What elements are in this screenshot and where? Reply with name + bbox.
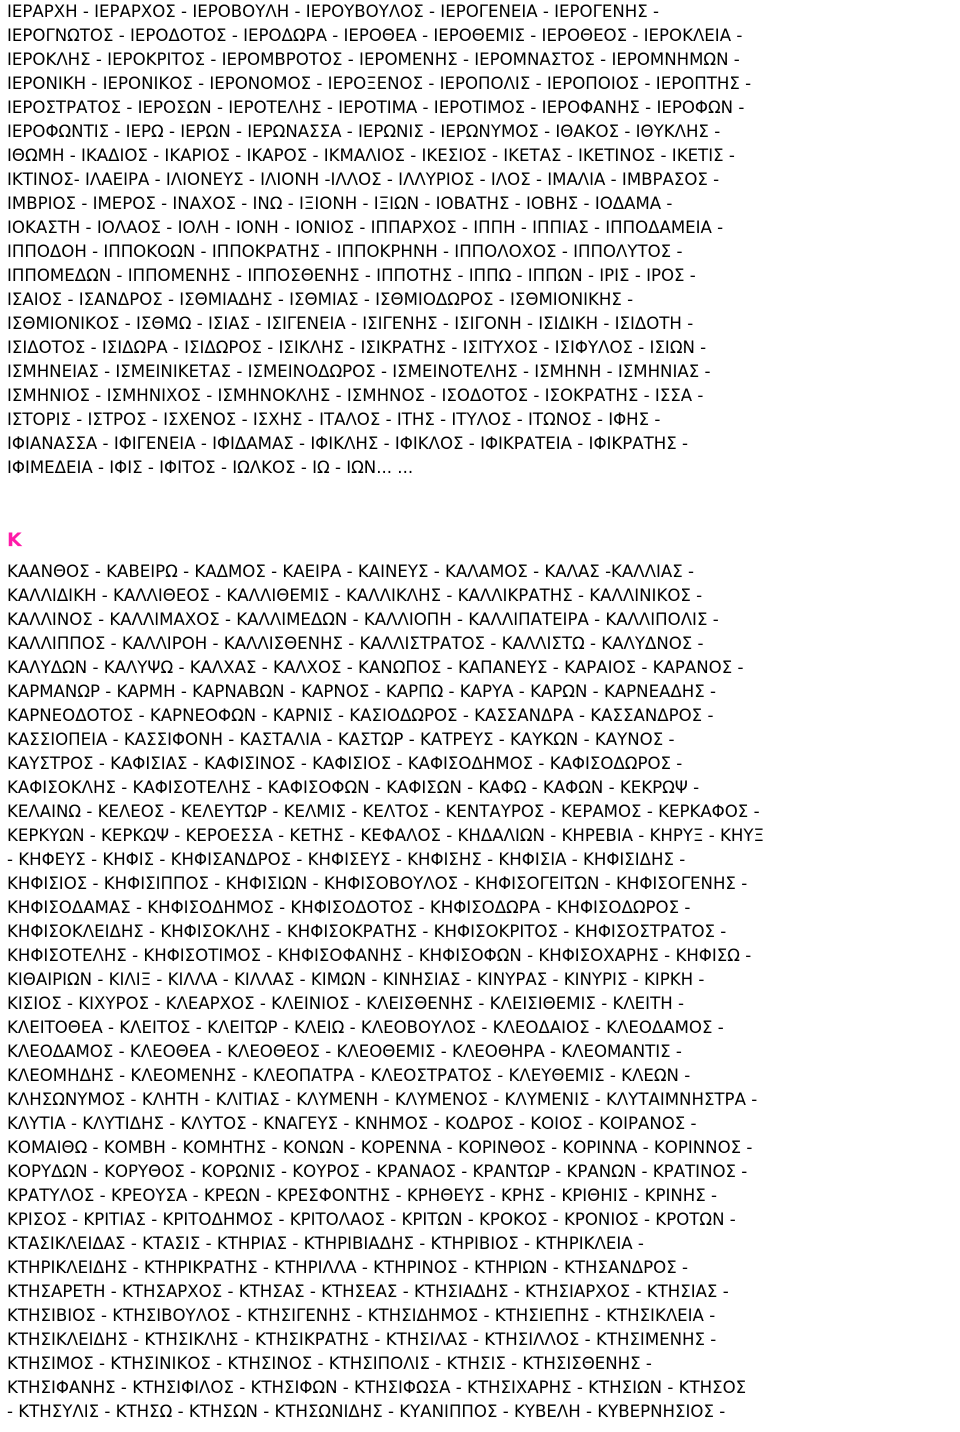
list-line: ΚΑΡΝΕΟΔΟΤΟΣ - ΚΑΡΝΕΟΦΩΝ - ΚΑΡΝΙΣ - ΚΑΣΙΟΔΩΡΟΣ - ΚΑΣΣΑΝΔΡΑ - ΚΑΣΣΑΝΔΡΟΣ - [7,706,714,725]
list-line: ΚΟΡΥΔΩΝ - ΚΟΡΥΘΟΣ - ΚΟΡΩΝΙΣ - ΚΟΥΡΟΣ - ΚΡΑΝΑΟΣ - ΚΡΑΝΤΩΡ - ΚΡΑΝΩΝ - ΚΡΑΤΙΝΟΣ - [7,1162,748,1181]
list-line: ΚΡΑΤΥΛΟΣ - ΚΡΕΟΥΣΑ - ΚΡΕΩΝ - ΚΡΕΣΦΟΝΤΗΣ - ΚΡΗΘΕΥΣ - ΚΡΗΣ - ΚΡΙΘΗΙΣ - ΚΡΙΝΗΣ - [7,1186,718,1205]
list-line: ΙΦΙΑΝΑΣΣΑ - ΙΦΙΓΕΝΕΙΑ - ΙΦΙΔΑΜΑΣ - ΙΦΙΚΛΗΣ - ΙΦΙΚΛΟΣ - ΙΦΙΚΡΑΤΕΙΑ - ΙΦΙΚΡΑΤΗΣ - [7,434,689,453]
list-line: ΙΜΒΡΙΟΣ - ΙΜΕΡΟΣ - ΙΝΑΧΟΣ - ΙΝΩ - ΙΞΙΟΝΗ - ΙΞΙΩΝ - ΙΟΒΑΤΗΣ - ΙΟΒΗΣ - ΙΟΔΑΜΑ - [7,194,673,213]
list-line: ΙΚΤΙΝΟΣ- ΙΛΑΕΙΡΑ - ΙΛΙΟΝΕΥΣ - ΙΛΙΟΝΗ -ΙΛΛΟΣ - ΙΛΛΥΡΙΟΣ - ΙΛΟΣ - ΙΜΑΛΙΑ - ΙΜΒΡΑΣΟΣ - [7,170,720,189]
list-line: ΚΑΥΣΤΡΟΣ - ΚΑΦΙΣΙΑΣ - ΚΑΦΙΣΙΝΟΣ - ΚΑΦΙΣΙΟΣ - ΚΑΦΙΣΟΔΗΜΟΣ - ΚΑΦΙΣΟΔΩΡΟΣ - [7,754,683,773]
list-line: ΚΗΦΙΣΟΔΑΜΑΣ - ΚΗΦΙΣΟΔΗΜΟΣ - ΚΗΦΙΣΟΔΟΤΟΣ - ΚΗΦΙΣΟΔΩΡΑ - ΚΗΦΙΣΟΔΩΡΟΣ - [7,898,691,917]
list-line: ΚΛΕΟΔΑΜΟΣ - ΚΛΕΟΘΕΑ - ΚΛΕΟΘΕΟΣ - ΚΛΕΟΘΕΜΙΣ - ΚΛΕΟΘΗΡΑ - ΚΛΕΟΜΑΝΤΙΣ - [7,1042,682,1061]
list-line: ΙΕΡΟΝΙΚΗ - ΙΕΡΟΝΙΚΟΣ - ΙΕΡΟΝΟΜΟΣ - ΙΕΡΟΞΕΝΟΣ - ΙΕΡΟΠΟΛΙΣ - ΙΕΡΟΠΟΙΟΣ - ΙΕΡΟΠΤΗΣ - [7,74,752,93]
list-line: ΙΕΡΟΚΛΗΣ - ΙΕΡΟΚΡΙΤΟΣ - ΙΕΡΟΜΒΡΟΤΟΣ - ΙΕΡΟΜΕΝΗΣ - ΙΕΡΟΜΝΑΣΤΟΣ - ΙΕΡΟΜΝΗΜΩΝ - [7,50,740,69]
list-line: ΚΑΛΛΙΝΟΣ - ΚΑΛΛΙΜΑΧΟΣ - ΚΑΛΛΙΜΕΔΩΝ - ΚΑΛΛΙΟΠΗ - ΚΑΛΛΙΠΑΤΕΙΡΑ - ΚΑΛΛΙΠΟΛΙΣ - [7,610,719,629]
list-line: ΚΑΛΛΙΠΠΟΣ - ΚΑΛΛΙΡΟΗ - ΚΑΛΛΙΣΘΕΝΗΣ - ΚΑΛΛΙΣΤΡΑΤΟΣ - ΚΑΛΛΙΣΤΩ - ΚΑΛΥΔΝΟΣ - [7,634,704,653]
list-line: ΙΣΙΔΟΤΟΣ - ΙΣΙΔΩΡΑ - ΙΣΙΔΩΡΟΣ - ΙΣΙΚΛΗΣ - ΙΣΙΚΡΑΤΗΣ - ΙΣΙΤΥΧΟΣ - ΙΣΙΦΥΛΟΣ - ΙΣΙΩΝ - [7,338,707,357]
list-line: ΚΤΗΣΙΚΛΕΙΔΗΣ - ΚΤΗΣΙΚΛΗΣ - ΚΤΗΣΙΚΡΑΤΗΣ - ΚΤΗΣΙΛΑΣ - ΚΤΗΣΙΛΛΟΣ - ΚΤΗΣΙΜΕΝΗΣ - [7,1330,717,1349]
list-line: ΙΘΩΜΗ - ΙΚΑΔΙΟΣ - ΙΚΑΡΙΟΣ - ΙΚΑΡΟΣ - ΙΚΜΑΛΙΟΣ - ΙΚΕΣΙΟΣ - ΙΚΕΤΑΣ - ΙΚΕΤΙΝΟΣ - ΙΚΕΤΙΣ - [7,146,735,165]
list-line: ΙΕΡΑΡΧΗ - ΙΕΡΑΡΧΟΣ - ΙΕΡΟΒΟΥΛΗ - ΙΕΡΟΥΒΟΥΛΟΣ - ΙΕΡΟΓΕΝΕΙΑ - ΙΕΡΟΓΕΝΗΣ - [7,2,659,21]
section-heading-kappa: Κ [7,529,22,551]
list-line: ΙΕΡΟΦΩΝΤΙΣ - ΙΕΡΩ - ΙΕΡΩΝ - ΙΕΡΩΝΑΣΣΑ - ΙΕΡΩΝΙΣ - ΙΕΡΩΝΥΜΟΣ - ΙΘΑΚΟΣ - ΙΘΥΚΛΗΣ - [7,122,721,141]
list-line: ΙΠΠΟΜΕΔΩΝ - ΙΠΠΟΜΕΝΗΣ - ΙΠΠΟΣΘΕΝΗΣ - ΙΠΠΟΤΗΣ - ΙΠΠΩ - ΙΠΠΩΝ - ΙΡΙΣ - ΙΡΟΣ - [7,266,696,285]
list-line: ΙΠΠΟΔΟΗ - ΙΠΠΟΚΟΩΝ - ΙΠΠΟΚΡΑΤΗΣ - ΙΠΠΟΚΡΗΝΗ - ΙΠΠΟΛΟΧΟΣ - ΙΠΠΟΛΥΤΟΣ - [7,242,683,261]
list-line: ΚΛΗΣΩΝΥΜΟΣ - ΚΛΗΤΗ - ΚΛΙΤΙΑΣ - ΚΛΥΜΕΝΗ - ΚΛΥΜΕΝΟΣ - ΚΛΥΜΕΝΙΣ - ΚΛΥΤΑΙΜΝΗΣΤΡΑ - [7,1090,758,1109]
list-line: ΚΑΛΥΔΩΝ - ΚΑΛΥΨΩ - ΚΑΛΧΑΣ - ΚΑΛΧΟΣ - ΚΑΝΩΠΟΣ - ΚΑΠΑΝΕΥΣ - ΚΑΡΑΙΟΣ - ΚΑΡΑΝΟΣ - [7,658,744,677]
list-line: ΙΕΡΟΓΝΩΤΟΣ - ΙΕΡΟΔΟΤΟΣ - ΙΕΡΟΔΩΡΑ - ΙΕΡΟΘΕΑ - ΙΕΡΟΘΕΜΙΣ - ΙΕΡΟΘΕΟΣ - ΙΕΡΟΚΛΕΙΑ - [7,26,743,45]
list-line: ΚΕΡΚΥΩΝ - ΚΕΡΚΩΨ - ΚΕΡΟΕΣΣΑ - ΚΕΤΗΣ - ΚΕΦΑΛΟΣ - ΚΗΔΑΛΙΩΝ - ΚΗΡΕΒΙΑ - ΚΗΡΥΞ - ΚΗΥΞ [7,826,765,845]
list-line: ΚΛΕΟΜΗΔΗΣ - ΚΛΕΟΜΕΝΗΣ - ΚΛΕΟΠΑΤΡΑ - ΚΛΕΟΣΤΡΑΤΟΣ - ΚΛΕΥΘΕΜΙΣ - ΚΛΕΩΝ - [7,1066,691,1085]
list-line: ΙΦΙΜΕΔΕΙΑ - ΙΦΙΣ - ΙΦΙΤΟΣ - ΙΩΛΚΟΣ - ΙΩ - ΙΩΝ... ... [7,458,414,477]
list-line: ΙΣΜΗΝΙΟΣ - ΙΣΜΗΝΙΧΟΣ - ΙΣΜΗΝΟΚΛΗΣ - ΙΣΜΗΝΟΣ - ΙΣΟΔΟΤΟΣ - ΙΣΟΚΡΑΤΗΣ - ΙΣΣΑ - [7,386,704,405]
list-line: ΚΤΗΣΑΡΕΤΗ - ΚΤΗΣΑΡΧΟΣ - ΚΤΗΣΑΣ - ΚΤΗΣΕΑΣ - ΚΤΗΣΙΑΔΗΣ - ΚΤΗΣΙΑΡΧΟΣ - ΚΤΗΣΙΑΣ - [7,1282,729,1301]
list-line: ΚΑΑΝΘΟΣ - ΚΑΒΕΙΡΩ - ΚΑΔΜΟΣ - ΚΑΕΙΡΑ - ΚΑΙΝΕΥΣ - ΚΑΛΑΜΟΣ - ΚΑΛΑΣ -ΚΑΛΛΙΑΣ - [7,562,694,581]
list-line: ΚΕΛΑΙΝΩ - ΚΕΛΕΟΣ - ΚΕΛΕΥΤΩΡ - ΚΕΛΜΙΣ - ΚΕΛΤΟΣ - ΚΕΝΤΑΥΡΟΣ - ΚΕΡΑΜΟΣ - ΚΕΡΚΑΦΟΣ - [7,802,760,821]
list-line: ΙΣΑΙΟΣ - ΙΣΑΝΔΡΟΣ - ΙΣΘΜΙΑΔΗΣ - ΙΣΘΜΙΑΣ - ΙΣΘΜΙΟΔΩΡΟΣ - ΙΣΘΜΙΟΝΙΚΗΣ - [7,290,634,309]
list-line: - ΚΤΗΣΥΛΙΣ - ΚΤΗΣΩ - ΚΤΗΣΩΝ - ΚΤΗΣΩΝΙΔΗΣ - ΚΥΑΝΙΠΠΟΣ - ΚΥΒΕΛΗ - ΚΥΒΕΡΝΗΣΙΟΣ - [7,1402,726,1421]
list-line: ΙΕΡΟΣΤΡΑΤΟΣ - ΙΕΡΟΣΩΝ - ΙΕΡΟΤΕΛΗΣ - ΙΕΡΟΤΙΜΑ - ΙΕΡΟΤΙΜΟΣ - ΙΕΡΟΦΑΝΗΣ - ΙΕΡΟΦΩΝ - [7,98,745,117]
list-line: ΚΡΙΣΟΣ - ΚΡΙΤΙΑΣ - ΚΡΙΤΟΔΗΜΟΣ - ΚΡΙΤΟΛΑΟΣ - ΚΡΙΤΩΝ - ΚΡΟΚΟΣ - ΚΡΟΝΙΟΣ - ΚΡΟΤΩΝ - [7,1210,736,1229]
names-list-kappa [7,560,960,1424]
list-line: ΙΣΤΟΡΙΣ - ΙΣΤΡΟΣ - ΙΣΧΕΝΟΣ - ΙΣΧΗΣ - ΙΤΑΛΟΣ - ΙΤΗΣ - ΙΤΥΛΟΣ - ΙΤΩΝΟΣ - ΙΦΗΣ - [7,410,661,429]
list-line: ΚΤΗΣΙΜΟΣ - ΚΤΗΣΙΝΙΚΟΣ - ΚΤΗΣΙΝΟΣ - ΚΤΗΣΙΠΟΛΙΣ - ΚΤΗΣΙΣ - ΚΤΗΣΙΣΘΕΝΗΣ - [7,1354,652,1373]
list-line: ΚΤΗΡΙΚΛΕΙΔΗΣ - ΚΤΗΡΙΚΡΑΤΗΣ - ΚΤΗΡΙΛΛΑ - ΚΤΗΡΙΝΟΣ - ΚΤΗΡΙΩΝ - ΚΤΗΣΑΝΔΡΟΣ - [7,1258,688,1277]
list-line: ΚΤΗΣΙΦΑΝΗΣ - ΚΤΗΣΙΦΙΛΟΣ - ΚΤΗΣΙΦΩΝ - ΚΤΗΣΙΦΩΣΑ - ΚΤΗΣΙΧΑΡΗΣ - ΚΤΗΣΙΩΝ - ΚΤΗΣΟΣ [7,1378,747,1397]
list-line: ΚΗΦΙΣΟΚΛΕΙΔΗΣ - ΚΗΦΙΣΟΚΛΗΣ - ΚΗΦΙΣΟΚΡΑΤΗΣ - ΚΗΦΙΣΟΚΡΙΤΟΣ - ΚΗΦΙΣΟΣΤΡΑΤΟΣ - [7,922,727,941]
list-line: - ΚΗΦΕΥΣ - ΚΗΦΙΣ - ΚΗΦΙΣΑΝΔΡΟΣ - ΚΗΦΙΣΕΥΣ - ΚΗΦΙΣΗΣ - ΚΗΦΙΣΙΑ - ΚΗΦΙΣΙΔΗΣ - [7,850,686,869]
list-line: ΙΟΚΑΣΤΗ - ΙΟΛΑΟΣ - ΙΟΛΗ - ΙΟΝΗ - ΙΟΝΙΟΣ - ΙΠΠΑΡΧΟΣ - ΙΠΠΗ - ΙΠΠΙΑΣ - ΙΠΠΟΔΑΜΕΙΑ - [7,218,724,237]
list-line: ΚΙΣΙΟΣ - ΚΙΧΥΡΟΣ - ΚΛΕΑΡΧΟΣ - ΚΛΕΙΝΙΟΣ - ΚΛΕΙΣΘΕΝΗΣ - ΚΛΕΙΣΙΘΕΜΙΣ - ΚΛΕΙΤΗ - [7,994,684,1013]
list-line: ΚΑΣΣΙΟΠΕΙΑ - ΚΑΣΣΙΦΟΝΗ - ΚΑΣΤΑΛΙΑ - ΚΑΣΤΩΡ - ΚΑΤΡΕΥΣ - ΚΑΥΚΩΝ - ΚΑΥΝΟΣ - [7,730,675,749]
list-line: ΚΙΘΑΙΡΙΩΝ - ΚΙΛΙΞ - ΚΙΛΛΑ - ΚΙΛΛΑΣ - ΚΙΜΩΝ - ΚΙΝΗΣΙΑΣ - ΚΙΝΥΡΑΣ - ΚΙΝΥΡΙΣ - ΚΙΡΚΗ - [7,970,705,989]
list-line: ΙΣΜΗΝΕΙΑΣ - ΙΣΜΕΙΝΙΚΕΤΑΣ - ΙΣΜΕΙΝΟΔΩΡΟΣ - ΙΣΜΕΙΝΟΤΕΛΗΣ - ΙΣΜΗΝΗ - ΙΣΜΗΝΙΑΣ - [7,362,711,381]
list-line: ΚΑΛΛΙΔΙΚΗ - ΚΑΛΛΙΘΕΟΣ - ΚΑΛΛΙΘΕΜΙΣ - ΚΑΛΛΙΚΛΗΣ - ΚΑΛΛΙΚΡΑΤΗΣ - ΚΑΛΛΙΝΙΚΟΣ - [7,586,703,605]
list-line: ΙΣΘΜΙΟΝΙΚΟΣ - ΙΣΘΜΩ - ΙΣΙΑΣ - ΙΣΙΓΕΝΕΙΑ - ΙΣΙΓΕΝΗΣ - ΙΣΙΓΟΝΗ - ΙΣΙΔΙΚΗ - ΙΣΙΔΟΤΗ - [7,314,694,333]
list-line: ΚΑΦΙΣΟΚΛΗΣ - ΚΑΦΙΣΟΤΕΛΗΣ - ΚΑΦΙΣΟΦΩΝ - ΚΑΦΙΣΩΝ - ΚΑΦΩ - ΚΑΦΩΝ - ΚΕΚΡΩΨ - [7,778,700,797]
list-line: ΚΗΦΙΣΟΤΕΛΗΣ - ΚΗΦΙΣΟΤΙΜΟΣ - ΚΗΦΙΣΟΦΑΝΗΣ - ΚΗΦΙΣΟΦΩΝ - ΚΗΦΙΣΟΧΑΡΗΣ - ΚΗΦΙΣΩ - [7,946,752,965]
list-line: ΚΑΡΜΑΝΩΡ - ΚΑΡΜΗ - ΚΑΡΝΑΒΩΝ - ΚΑΡΝΟΣ - ΚΑΡΠΩ - ΚΑΡΥΑ - ΚΑΡΩΝ - ΚΑΡΝΕΑΔΗΣ - [7,682,717,701]
list-line: ΚΛΥΤΙΑ - ΚΛΥΤΙΔΗΣ - ΚΛΥΤΟΣ - ΚΝΑΓΕΥΣ - ΚΝΗΜΟΣ - ΚΟΔΡΟΣ - ΚΟΙΟΣ - ΚΟΙΡΑΝΟΣ - [7,1114,697,1133]
list-line: ΚΤΑΣΙΚΛΕΙΔΑΣ - ΚΤΑΣΙΣ - ΚΤΗΡΙΑΣ - ΚΤΗΡΙΒΙΑΔΗΣ - ΚΤΗΡΙΒΙΟΣ - ΚΤΗΡΙΚΛΕΙΑ - [7,1234,644,1253]
list-line: ΚΟΜΑΙΘΩ - ΚΟΜΒΗ - ΚΟΜΗΤΗΣ - ΚΟΝΩΝ - ΚΟΡΕΝΝΑ - ΚΟΡΙΝΘΟΣ - ΚΟΡΙΝΝΑ - ΚΟΡΙΝΝΟΣ - [7,1138,753,1157]
names-list-iota [7,0,960,480]
list-line: ΚΗΦΙΣΙΟΣ - ΚΗΦΙΣΙΠΠΟΣ - ΚΗΦΙΣΙΩΝ - ΚΗΦΙΣΟΒΟΥΛΟΣ - ΚΗΦΙΣΟΓΕΙΤΩΝ - ΚΗΦΙΣΟΓΕΝΗΣ - [7,874,748,893]
list-line: ΚΤΗΣΙΒΙΟΣ - ΚΤΗΣΙΒΟΥΛΟΣ - ΚΤΗΣΙΓΕΝΗΣ - ΚΤΗΣΙΔΗΜΟΣ - ΚΤΗΣΙΕΠΗΣ - ΚΤΗΣΙΚΛΕΙΑ - [7,1306,716,1325]
list-line: ΚΛΕΙΤΟΘΕΑ - ΚΛΕΙΤΟΣ - ΚΛΕΙΤΩΡ - ΚΛΕΙΩ - ΚΛΕΟΒΟΥΛΟΣ - ΚΛΕΟΔΑΙΟΣ - ΚΛΕΟΔΑΜΟΣ - [7,1018,724,1037]
